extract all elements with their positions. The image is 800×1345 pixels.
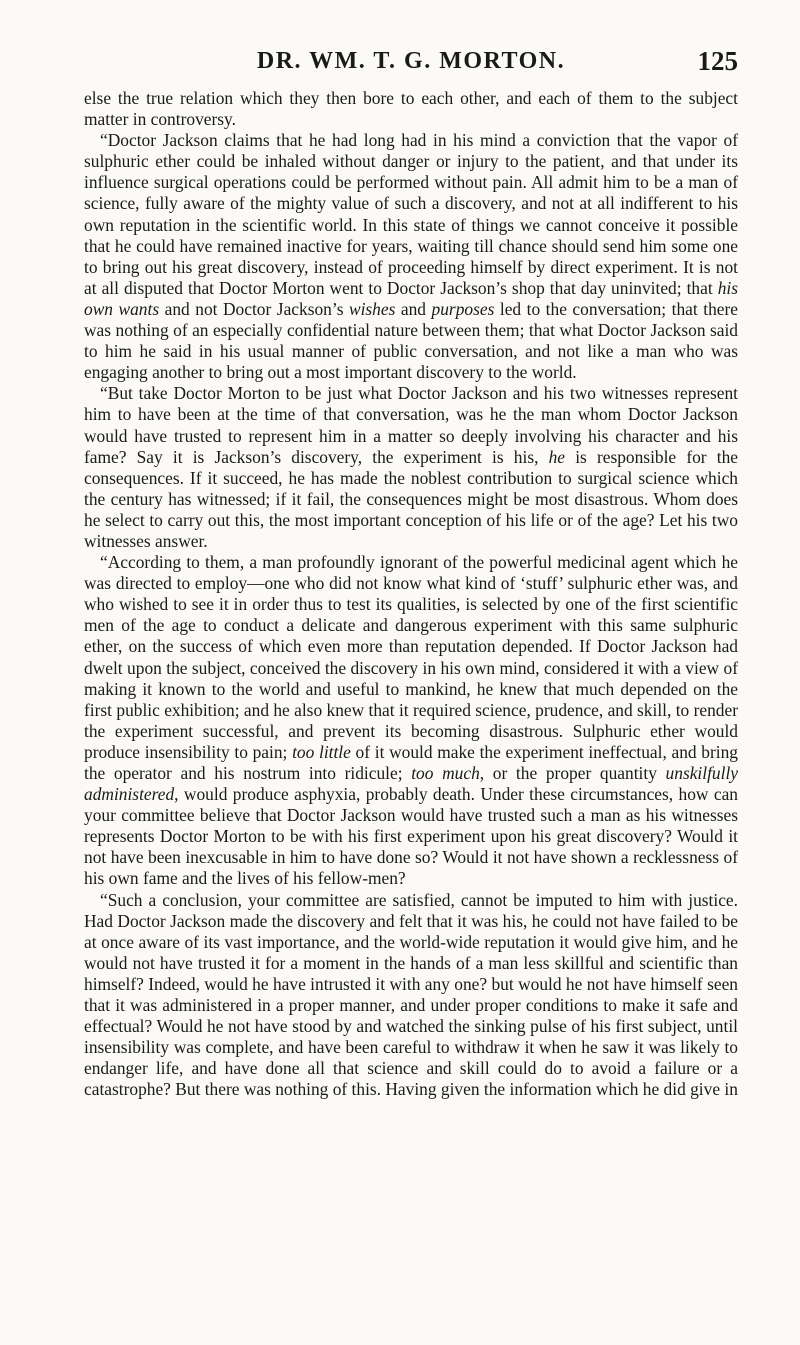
text-run: “Doctor Jackson claims that he had long had in his mind a conviction that the vapor of sulphuric ether could be inhaled without danger or injury to the patient, and that under its influence surgical operations could be performed without pain. All admit him to be a man of science, fully aware of the mighty value of such a discovery, and not at all indifferent to his own reputation in the scientific world. In this state of things we cannot conceive it possible that he could have remained inactive for years, waiting till chance should send him some one to bring out his great discovery, instead of proceeding himself by direct experiment. It is not at all disputed that Doctor Morton went to Doctor Jackson’s shop that day uninvited; that <box>84 130 738 298</box>
text-run: and <box>395 298 432 319</box>
text-run: led to the conversation; that there was nothing of an especially confidential nature between them; that what Doctor Jackson said to him he said in his usual manner of public conversation, and not like a man who was engaging another to bring out a most important discovery to the world. <box>84 298 738 383</box>
paragraph-3 <box>84 383 738 552</box>
running-title: DR. WM. T. G. MORTON. <box>256 48 566 74</box>
text-run: is responsible for the consequences. If it succeed, he has made the noblest contribution to surgical science which the century has witnessed; if it fail, the consequences might be most disastrous. Whom does he select to carry out this, the most important conception of his life or of the age? Let his two witnesses answer. <box>84 446 738 551</box>
page-number: 125 <box>697 46 738 76</box>
italic-run: his own wants <box>84 277 738 319</box>
italic-run: he <box>548 446 566 467</box>
body-text <box>84 88 738 1101</box>
text-run: “But take Doctor Morton to be just what Doctor Jackson and his two witnesses represent him to have been at the time of that conversation, was he the man whom Doctor Jackson would have trusted to represent him in a matter so deeply involving his character and his fame? Say it is Jackson’s discovery, the experiment is his, <box>84 383 738 467</box>
text-run: “Such a conclusion, your committee are satisfied, cannot be imputed to him with justice. Had Doctor Jackson made the discovery and felt that it was his, he could not have failed to be at once aware of its vast importance, and the world-wide reputation it would give him, and he would not have trusted it for a moment in the hands of a man less skillful and scientific than himself? Indeed, would he have intrusted it with any one? but would he not have himself seen that it was administered in a proper manner, and under proper conditions to make it safe and effectual? Would he not have stood by and watched the sinking pulse of his first subject, until insensibility was complete, and have been careful to withdraw it when he saw it was likely to endanger life, and have done all that science and skill could do to avoid a failure or a catastrophe? But there was nothing of this. Having given the information which he did give in <box>84 889 738 1100</box>
paragraph-5 <box>84 890 738 1101</box>
text-run: of it would make the experiment ineffectual, and bring the operator and his nostrum into ridicule; <box>84 741 738 783</box>
italic-run: unskilfully administered <box>84 763 738 805</box>
italic-run: too little <box>292 741 351 762</box>
text-run: “According to them, a man profoundly ignorant of the powerful medicinal agent which he was directed to employ—one who did not know what kind of ‘stuff’ sulphuric ether was, and who wished to see it in order thus to test its qualities, is selected by one of the first scientific men of the age to conduct a delicate and dangerous experiment with this same sulphuric ether, on the success of which even more than reputation depended. If Doctor Jackson had dwelt upon the subject, conceived the discovery in his own mind, considered it with a view of making it known to the world and useful to mankind, he knew that much depended on the first public exhibition; and he also knew that it required science, prudence, and skill, to render the experiment successful, and prevent its becoming disastrous. Sulphuric ether would produce insensibility to pain; <box>84 552 738 762</box>
italic-run: purposes <box>431 298 495 319</box>
text-run: , or the proper quantity <box>479 763 666 783</box>
running-head <box>84 48 738 78</box>
text-run: else the true relation which they then bore to each other, and each of them to the subject matter in controversy. <box>84 88 738 130</box>
text-run: and not Doctor Jackson’s <box>159 298 349 319</box>
text-run: , would produce asphyxia, probably death. Under these circumstances, how can your committee believe that Doctor Jackson would have trusted such a man as his witnesses represents Doctor Morton to be with his first experiment upon his great discovery? Would it not have been inexcusable in him to have done so? Would it not have shown a recklessness of his own fame and the lives of his fellow-men? <box>84 784 738 889</box>
italic-run: wishes <box>348 298 396 319</box>
paragraph-4 <box>84 552 738 890</box>
italic-run: too much <box>411 763 480 783</box>
paragraph-1 <box>84 88 738 130</box>
paragraph-2 <box>84 130 738 383</box>
